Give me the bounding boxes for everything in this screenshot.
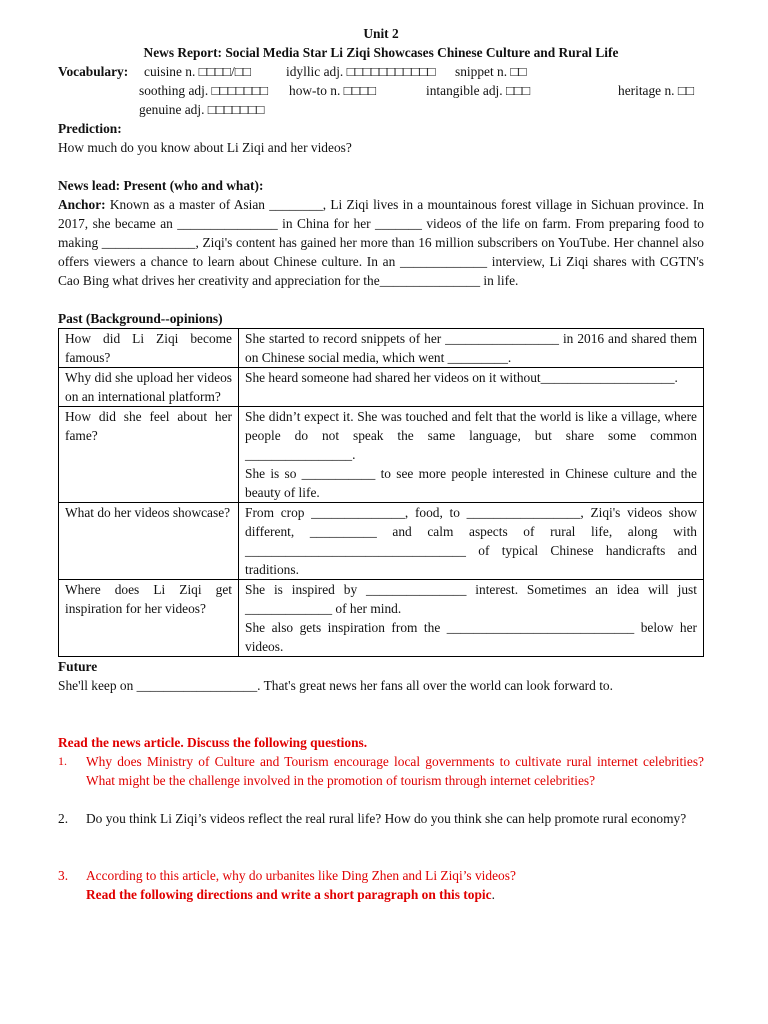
prediction-heading: Prediction: bbox=[58, 121, 122, 136]
question-number: 3. bbox=[58, 868, 69, 883]
vocab-item: how-to n. □□□□ bbox=[289, 83, 377, 98]
table-question: Why did she upload her videos on an international platform? bbox=[59, 368, 239, 407]
news-lead-heading: News lead: Present (who and what): bbox=[58, 178, 264, 193]
vocab-item: heritage n. □□ bbox=[618, 83, 695, 98]
directions-text: Read the following directions and write a short paragraph on this topic bbox=[86, 887, 492, 902]
vocabulary-label: Vocabulary: bbox=[58, 64, 129, 79]
table-row bbox=[59, 503, 704, 580]
question-number: 1. bbox=[58, 754, 67, 768]
vocabulary-row-2 bbox=[58, 81, 704, 100]
directions-line bbox=[86, 885, 704, 904]
directions-period: . bbox=[491, 887, 495, 902]
answer-line: From crop ______________, food, to _________________, Ziqi's videos show different, __________ and calm aspects of rural life, along with _________________________________ of typical Chinese handicrafts and traditions. bbox=[245, 505, 697, 577]
table-row bbox=[59, 329, 704, 368]
vocab-item: snippet n. □□ bbox=[455, 64, 527, 79]
vocab-item: genuine adj. □□□□□□□ bbox=[139, 102, 265, 117]
table-answer bbox=[239, 407, 704, 503]
question-text: Why does Ministry of Culture and Tourism encourage local governments to cultivate rural internet celebrities? What might be the challenge involved in the promotion of tourism through internet celebrities? bbox=[86, 754, 704, 788]
discussion-heading: Read the news article. Discuss the following questions. bbox=[58, 735, 368, 750]
answer-line: She started to record snippets of her _________________ in 2016 and shared them on Chinese social media, which went _________. bbox=[245, 331, 697, 365]
table-row bbox=[59, 580, 704, 657]
question-item bbox=[58, 809, 704, 828]
question-number: 2. bbox=[58, 811, 69, 826]
spacer bbox=[58, 828, 704, 866]
future-text: She'll keep on __________________. That's great news her fans all over the world can look forward to. bbox=[58, 678, 613, 693]
table-question: How did Li Ziqi become famous? bbox=[59, 329, 239, 368]
question-text: Do you think Li Ziqi’s videos reflect the real rural life? How do you think she can help promote rural economy? bbox=[86, 811, 687, 826]
report-title: News Report: Social Media Star Li Ziqi Showcases Chinese Culture and Rural Life bbox=[143, 45, 619, 60]
table-answer bbox=[239, 368, 704, 407]
vocab-item: intangible adj. □□□ bbox=[426, 83, 531, 98]
worksheet-page bbox=[58, 24, 704, 904]
answer-line: She is inspired by _______________ interest. Sometimes an idea will just _____________ of her mind. bbox=[245, 582, 697, 616]
spacer bbox=[58, 790, 704, 809]
anchor-label: Anchor: bbox=[58, 197, 106, 212]
anchor-text: Known as a master of Asian ________, Li Ziqi lives in a mountainous forest village in Sichuan province. In 2017, she became an _______________ in China for her _______ videos of the life on farm. From preparing food to making ______________, Ziqi's content has gained her more than 16 million subscribers on YouTube. Her channel also offers viewers a chance to learn about Chinese culture. In an _____________ interview, Li Ziqi shares with CGTN's Cao Bing what drives her creativity and appreciation for the_______________ in life. bbox=[58, 197, 704, 288]
unit-title: Unit 2 bbox=[363, 26, 399, 41]
question-item bbox=[58, 866, 704, 904]
table-question: Where does Li Ziqi get inspiration for her videos? bbox=[59, 580, 239, 657]
vocabulary-row-3 bbox=[58, 100, 704, 119]
future-heading: Future bbox=[58, 659, 98, 674]
table-answer bbox=[239, 580, 704, 657]
answer-line: She didn’t expect it. She was touched and felt that the world is like a village, where people do not speak the same language, but share some common ________________. bbox=[245, 409, 697, 462]
answer-line: She is so ___________ to see more people interested in Chinese culture and the beauty of life. bbox=[245, 466, 697, 500]
table-question: What do her videos showcase? bbox=[59, 503, 239, 580]
background-table bbox=[58, 328, 704, 657]
anchor-paragraph bbox=[58, 195, 704, 290]
table-question: How did she feel about her fame? bbox=[59, 407, 239, 503]
answer-line: She heard someone had shared her videos on it without____________________. bbox=[245, 370, 678, 385]
vocab-item: cuisine n. □□□□/□□ bbox=[144, 64, 251, 79]
table-row bbox=[59, 407, 704, 503]
vocab-item: soothing adj. □□□□□□□ bbox=[139, 83, 269, 98]
question-item bbox=[58, 752, 704, 790]
past-heading: Past (Background--opinions) bbox=[58, 311, 223, 326]
vocabulary-row-1 bbox=[58, 62, 704, 81]
table-answer bbox=[239, 503, 704, 580]
table-row bbox=[59, 368, 704, 407]
discussion-questions bbox=[58, 752, 704, 904]
answer-line: She also gets inspiration from the ____________________________ below her videos. bbox=[245, 620, 697, 654]
question-text: According to this article, why do urbanites like Ding Zhen and Li Ziqi’s videos? bbox=[86, 868, 516, 883]
vocab-item: idyllic adj. □□□□□□□□□□□ bbox=[286, 64, 436, 79]
prediction-question: How much do you know about Li Ziqi and her videos? bbox=[58, 140, 352, 155]
table-answer bbox=[239, 329, 704, 368]
